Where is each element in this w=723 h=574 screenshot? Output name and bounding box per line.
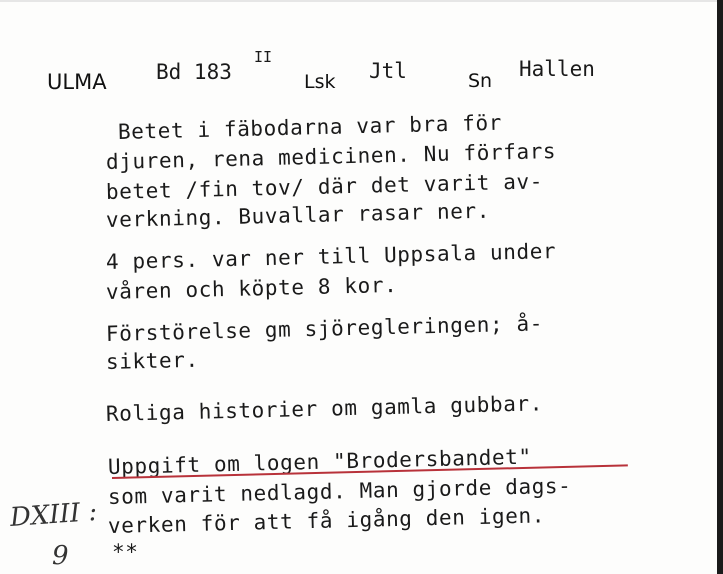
text-line: sikter. [105,347,199,374]
text-line: betet /fin tov/ där det varit av- [105,169,544,204]
text-line: Betet i fäbodarna var bra för [117,110,503,144]
header-place: Hallen [519,57,595,81]
text-line: verken för att få igång den igen. [107,503,546,538]
text-line-underlined: Uppgift om logen "Brodersbandet" [107,444,532,479]
text-line: våren och köpte 8 kor. [105,272,398,304]
text-line: som varit nedlagd. Man gjorde dags- [107,473,572,509]
card-top-edge [0,0,723,2]
header-volume: Bd 183 [156,60,232,84]
header-ulma: ULMA [47,70,107,94]
text-line-asterisks: ** [112,540,139,564]
card-right-edge [717,0,723,574]
header-volume-superscript: II [254,48,273,66]
header-jtl: Jtl [369,59,407,83]
text-line: 4 pers. var ner till Uppsala under [105,239,557,274]
handwritten-mark: DXIII : [9,496,99,534]
text-line: Förstörelse gm sjöregleringen; å- [105,311,544,346]
handwritten-number: 9 [52,541,69,571]
text-line: verkning. Buvallar rasar ner. [105,198,491,232]
header-sn: Sn [468,70,493,92]
header-lsk: Lsk [304,71,336,93]
text-line: djuren, rena medicinen. Nu förfars [105,139,557,174]
text-line: Roliga historier om gamla gubbar. [105,391,544,426]
